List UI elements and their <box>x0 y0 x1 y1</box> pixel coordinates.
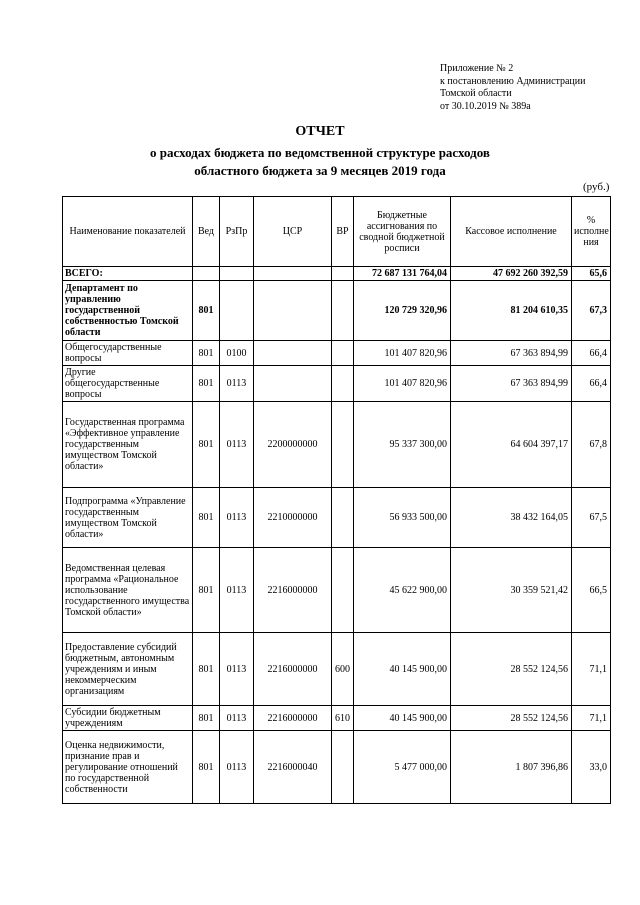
cell-ved: 801 <box>193 366 220 402</box>
cell-csr <box>254 281 332 341</box>
cell-assign: 56 933 500,00 <box>354 488 451 548</box>
report-subtitle-1: о расходах бюджета по ведомственной структуре расходов <box>150 145 490 160</box>
cell-ved: 801 <box>193 633 220 706</box>
cell-vr <box>332 281 354 341</box>
cell-cash: 67 363 894,99 <box>451 366 572 402</box>
cell-assign: 40 145 900,00 <box>354 706 451 731</box>
cell-pct: 65,6 <box>572 267 611 281</box>
cell-csr <box>254 267 332 281</box>
cell-csr <box>254 341 332 366</box>
table-row <box>63 281 611 341</box>
cell-cash: 28 552 124,56 <box>451 706 572 731</box>
cell-csr: 2216000000 <box>254 706 332 731</box>
cell-vr: 600 <box>332 633 354 706</box>
table-row <box>63 402 611 488</box>
cell-pct: 71,1 <box>572 706 611 731</box>
cell-rzpr <box>220 267 254 281</box>
cell-name: Ведомственная целевая программа «Рациональное использование государственного имущества Томской области» <box>63 548 193 633</box>
cell-rzpr: 0113 <box>220 488 254 548</box>
cell-assign: 101 407 820,96 <box>354 366 451 402</box>
cell-ved: 801 <box>193 731 220 804</box>
header-vr: ВР <box>332 197 354 267</box>
appendix-line-4: от 30.10.2019 № 389а <box>440 100 531 112</box>
header-rzpr: РзПр <box>220 197 254 267</box>
cell-pct: 67,8 <box>572 402 611 488</box>
cell-csr: 2216000000 <box>254 633 332 706</box>
report-title: ОТЧЕТ <box>295 124 345 139</box>
appendix-block <box>440 63 586 113</box>
cell-name: Предоставление субсидий бюджетным, автономным учреждениям и иным некоммерческим организациям <box>63 633 193 706</box>
cell-name: Другие общегосударственные вопросы <box>63 366 193 402</box>
table-row <box>63 548 611 633</box>
table-row <box>63 706 611 731</box>
cell-csr: 2200000000 <box>254 402 332 488</box>
cell-vr <box>332 341 354 366</box>
cell-name: Субсидии бюджетным учреждениям <box>63 706 193 731</box>
table-row <box>63 731 611 804</box>
cell-assign: 72 687 131 764,04 <box>354 267 451 281</box>
cell-assign: 5 477 000,00 <box>354 731 451 804</box>
cell-name: ВСЕГО: <box>63 267 193 281</box>
header-pct: % исполне ния <box>572 197 611 267</box>
header-cash: Кассовое исполнение <box>451 197 572 267</box>
header-assign: Бюджетные ассигнования по сводной бюджетной росписи <box>354 197 451 267</box>
cell-pct: 67,5 <box>572 488 611 548</box>
cell-assign: 40 145 900,00 <box>354 633 451 706</box>
cell-pct: 66,5 <box>572 548 611 633</box>
expenditure-table <box>62 196 611 804</box>
table-row <box>63 488 611 548</box>
cell-vr <box>332 548 354 633</box>
cell-ved: 801 <box>193 488 220 548</box>
cell-ved <box>193 267 220 281</box>
cell-pct: 33,0 <box>572 731 611 804</box>
table-row <box>63 366 611 402</box>
cell-csr: 2216000000 <box>254 548 332 633</box>
cell-csr: 2216000040 <box>254 731 332 804</box>
cell-cash: 38 432 164,05 <box>451 488 572 548</box>
cell-rzpr: 0113 <box>220 366 254 402</box>
cell-cash: 81 204 610,35 <box>451 281 572 341</box>
cell-cash: 67 363 894,99 <box>451 341 572 366</box>
appendix-line-3: Томской области <box>440 88 512 99</box>
table-row <box>63 267 611 281</box>
cell-csr <box>254 366 332 402</box>
appendix-line-1: Приложение № 2 <box>440 63 514 74</box>
cell-cash: 64 604 397,17 <box>451 402 572 488</box>
report-subtitle-2: областного бюджета за 9 месяцев 2019 года <box>194 163 446 178</box>
cell-cash: 47 692 260 392,59 <box>451 267 572 281</box>
cell-assign: 45 622 900,00 <box>354 548 451 633</box>
cell-rzpr: 0113 <box>220 402 254 488</box>
cell-rzpr: 0113 <box>220 548 254 633</box>
cell-rzpr: 0113 <box>220 731 254 804</box>
cell-rzpr: 0113 <box>220 633 254 706</box>
cell-cash: 1 807 396,86 <box>451 731 572 804</box>
header-csr: ЦСР <box>254 197 332 267</box>
cell-cash: 30 359 521,42 <box>451 548 572 633</box>
table-header-row <box>63 197 611 267</box>
cell-ved: 801 <box>193 402 220 488</box>
appendix-line-2: к постановлению Администрации <box>440 75 586 87</box>
cell-ved: 801 <box>193 706 220 731</box>
cell-rzpr: 0100 <box>220 341 254 366</box>
cell-vr <box>332 488 354 548</box>
cell-ved: 801 <box>193 548 220 633</box>
cell-assign: 95 337 300,00 <box>354 402 451 488</box>
cell-vr: 610 <box>332 706 354 731</box>
table-row <box>63 633 611 706</box>
cell-name: Государственная программа «Эффективное управление государственным имуществом Томской области» <box>63 402 193 488</box>
cell-vr <box>332 731 354 804</box>
cell-cash: 28 552 124,56 <box>451 633 572 706</box>
cell-ved: 801 <box>193 281 220 341</box>
table-row <box>63 341 611 366</box>
cell-rzpr <box>220 281 254 341</box>
cell-assign: 120 729 320,96 <box>354 281 451 341</box>
cell-name: Департамент по управлению государственной собственностью Томской области <box>63 281 193 341</box>
cell-csr: 2210000000 <box>254 488 332 548</box>
cell-name: Оценка недвижимости, признание прав и регулирование отношений по государственной собственности <box>63 731 193 804</box>
cell-pct: 67,3 <box>572 281 611 341</box>
cell-ved: 801 <box>193 341 220 366</box>
cell-vr <box>332 366 354 402</box>
cell-pct: 66,4 <box>572 341 611 366</box>
header-ved: Вед <box>193 197 220 267</box>
cell-pct: 71,1 <box>572 633 611 706</box>
cell-pct: 66,4 <box>572 366 611 402</box>
cell-name: Подпрограмма «Управление государственным имуществом Томской области» <box>63 488 193 548</box>
cell-assign: 101 407 820,96 <box>354 341 451 366</box>
cell-rzpr: 0113 <box>220 706 254 731</box>
cell-vr <box>332 267 354 281</box>
cell-name: Общегосударственные вопросы <box>63 341 193 366</box>
cell-vr <box>332 402 354 488</box>
unit-label: (руб.) <box>583 181 610 193</box>
header-name: Наименование показателей <box>63 197 193 267</box>
